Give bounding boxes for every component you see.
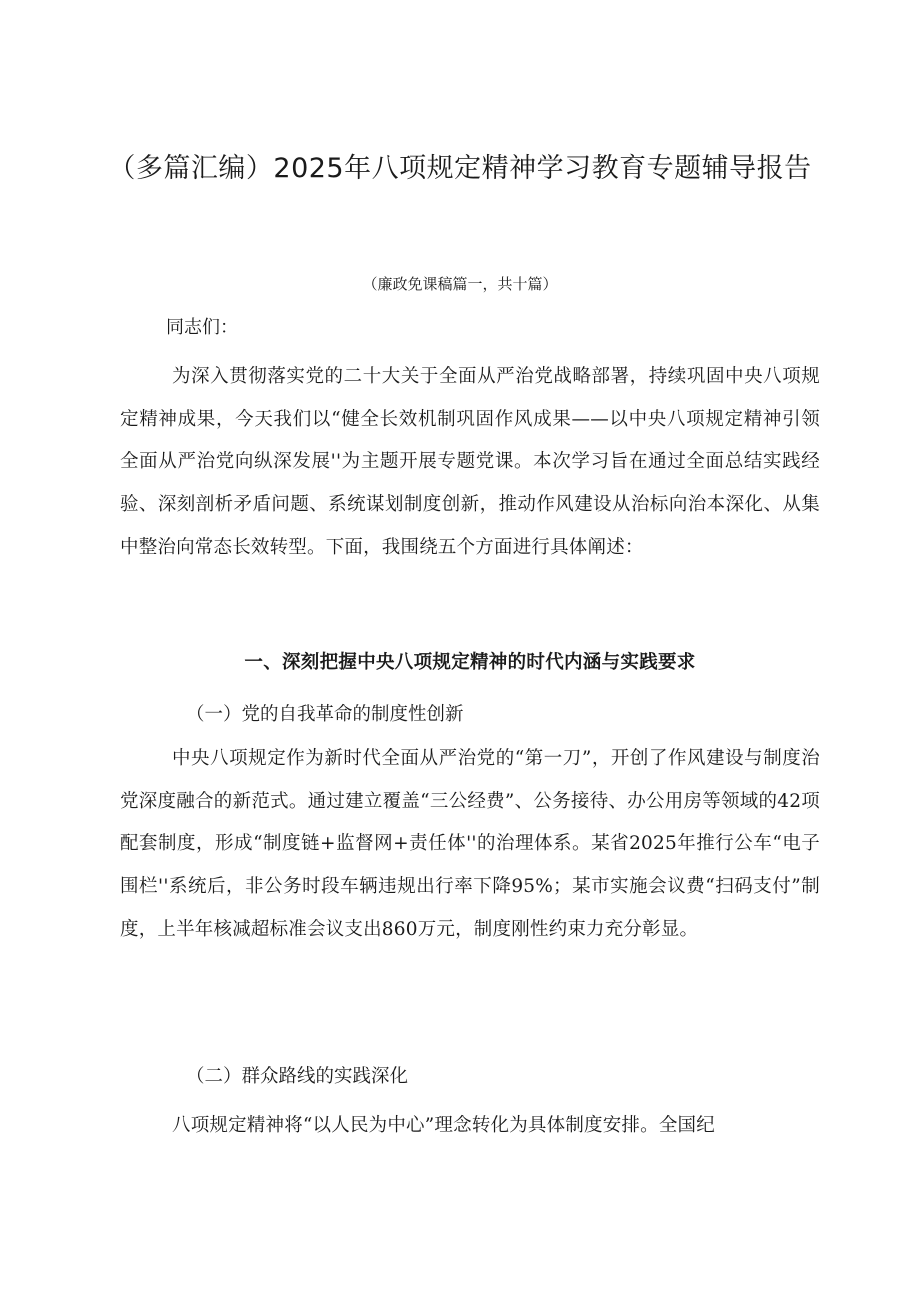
subsection-heading-1-1: （一）党的自我革命的制度性创新 bbox=[186, 704, 464, 725]
salutation: 同志们： bbox=[166, 317, 238, 338]
subsection-heading-1-2: （二）群众路线的实践深化 bbox=[186, 1066, 409, 1087]
document-title: （多篇汇编）2025年八项规定精神学习教育专题辅导报告 bbox=[108, 153, 812, 184]
subsection-paragraph-1-1: 中央八项规定作为新时代全面从严治党的“第一刀”，开创了作风建设与制度治党深度融合的新范式。通过建立覆盖“三公经费”、公务接待、办公用房等领域的42项配套制度，形成“制度链+监督网+责任体''的治理体系。某省2025年推行公车“电子围栏''系统后，非公务时段车辆违规出行率下降95%；某市实施会议费“扫码支付”制度，上半年核减超标准会议支出860万元，制度刚性约束力充分彰显。 bbox=[120, 748, 820, 940]
document-subtitle: （廉政免课稿篇一，共十篇） bbox=[362, 275, 558, 293]
section-heading-1: 一、深刻把握中央八项规定精神的时代内涵与实践要求 bbox=[244, 652, 696, 673]
intro-paragraph: 为深入贯彻落实党的二十大关于全面从严治党战略部署，持续巩固中央八项规定精神成果，今天我们以“健全长效机制巩固作风成果——以中央八项规定精神引领全面从严治党向纵深发展''为主题开展专题党课。本次学习旨在通过全面总结实践经验、深刻剖析矛盾问题、系统谋划制度创新，推动作风建设从治标向治本深化、从集中整治向常态长效转型。下面，我围绕五个方面进行具体阐述： bbox=[120, 366, 820, 558]
subsection-paragraph-1-2: 八项规定精神将“以人民为中心”理念转化为具体制度安排。全国纪 bbox=[172, 1115, 715, 1136]
